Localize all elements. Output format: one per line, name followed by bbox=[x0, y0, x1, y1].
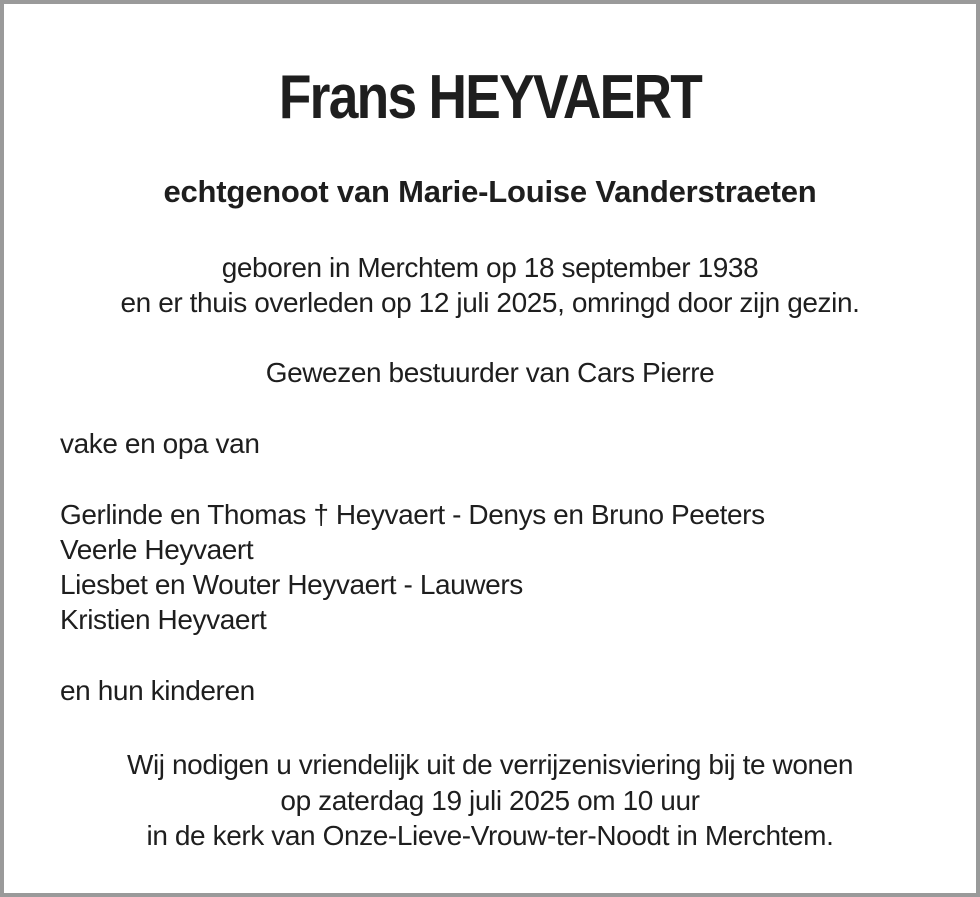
family-member: Liesbet en Wouter Heyvaert - Lauwers bbox=[60, 569, 523, 600]
death-line: en er thuis overleden op 12 juli 2025, omringd door zijn gezin. bbox=[120, 287, 860, 318]
grandchildren-line: en hun kinderen bbox=[60, 675, 255, 706]
birth-line: geboren in Merchtem op 18 september 1938 bbox=[221, 252, 759, 283]
invitation-line: in de kerk van Onze-Lieve-Vrouw-ter-Noodt in Merchtem. bbox=[146, 820, 834, 851]
deceased-name: Frans HEYVAERT bbox=[278, 63, 702, 132]
occupation-line: Gewezen bestuurder van Cars Pierre bbox=[265, 357, 715, 388]
family-intro: vake en opa van bbox=[60, 428, 260, 459]
invitation-line: Wij nodigen u vriendelijk uit de verrijzenisviering bij te wonen bbox=[126, 749, 854, 780]
family-member: Kristien Heyvaert bbox=[60, 604, 267, 635]
family-member: Veerle Heyvaert bbox=[60, 534, 254, 565]
family-member: Gerlinde en Thomas † Heyvaert - Denys en Bruno Peeters bbox=[60, 499, 765, 530]
spouse-line: echtgenoot van Marie-Louise Vanderstraeten bbox=[163, 174, 817, 209]
invitation-line: op zaterdag 19 juli 2025 om 10 uur bbox=[280, 785, 700, 816]
